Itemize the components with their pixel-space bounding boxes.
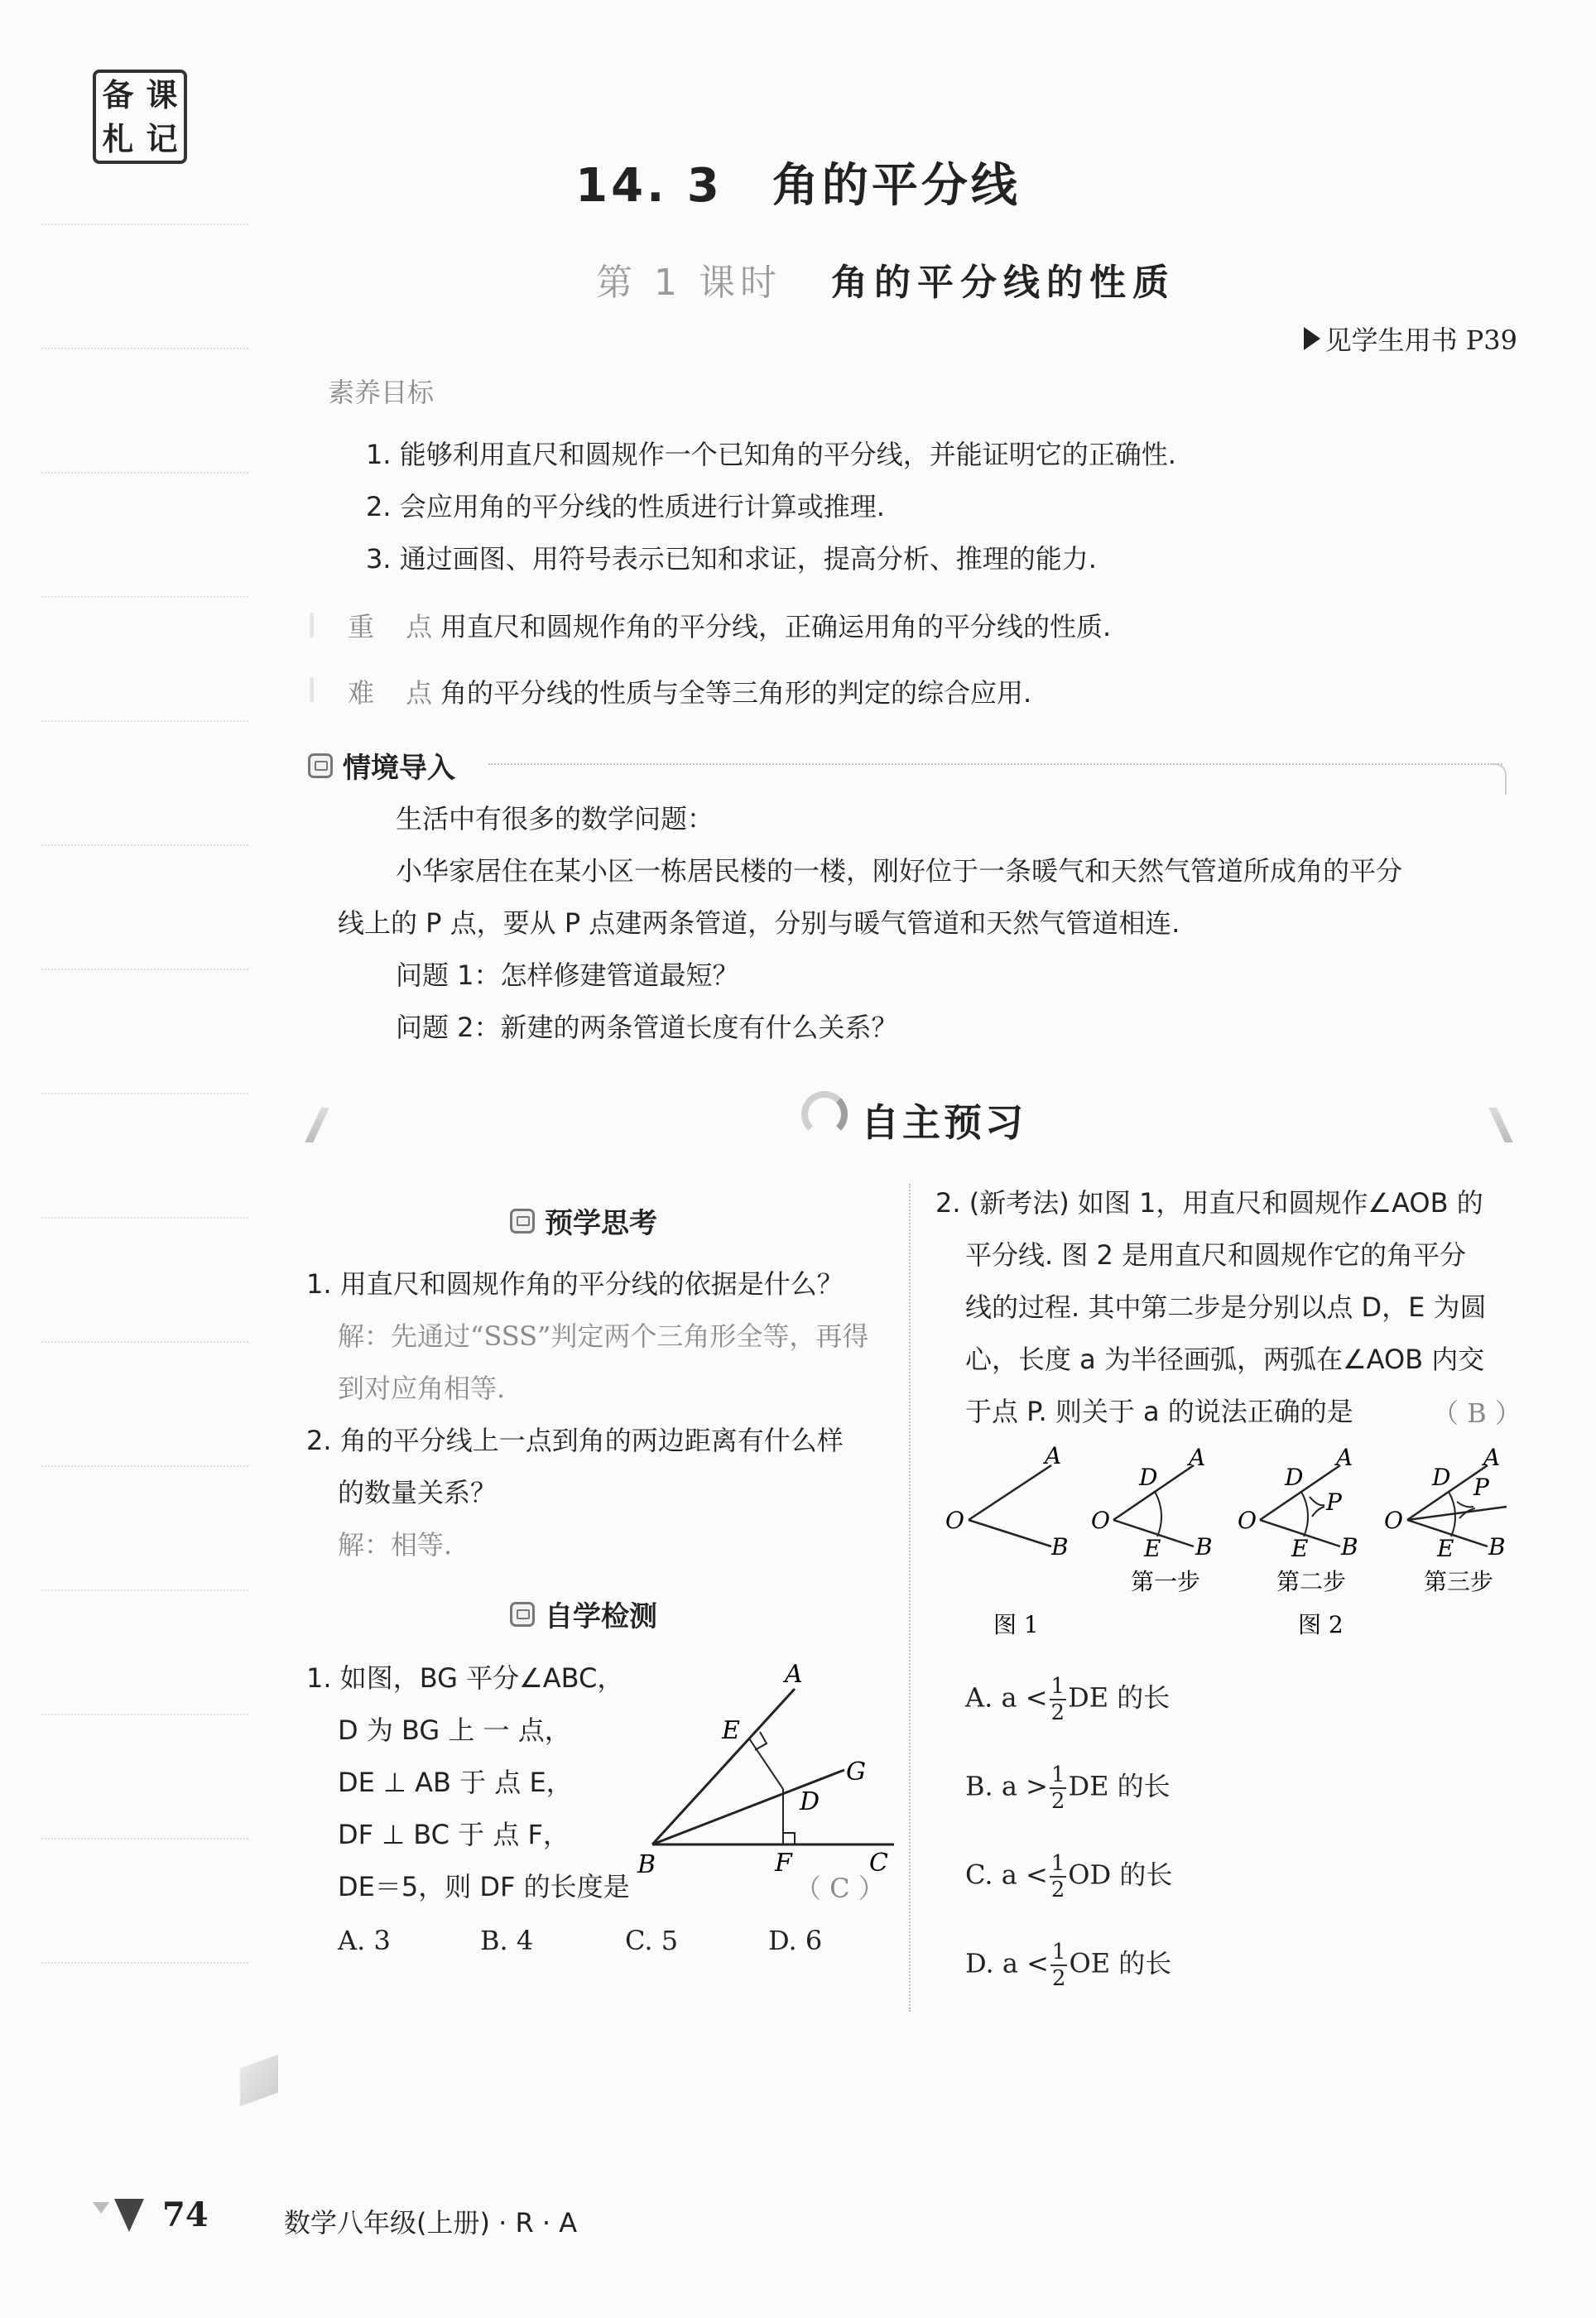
q2-option-b <box>965 1764 1171 1812</box>
preview-swirl-icon <box>801 1091 848 1137</box>
chapter-name: 角的平分线 <box>772 159 1021 213</box>
fraction-one-half <box>1050 1853 1067 1901</box>
option-suffix: DE 的长 <box>1068 1770 1171 1802</box>
reference-text: 见学生用书 P39 <box>1324 325 1517 356</box>
lesson-name: 角的平分线的性质 <box>830 262 1175 304</box>
think-question: 的数量关系？ <box>338 1477 498 1508</box>
option-prefix: A. a < <box>965 1681 1048 1714</box>
fraction-denominator: 2 <box>1050 1789 1065 1814</box>
stamp-char: 札 <box>102 120 134 157</box>
intro-corner <box>1490 763 1507 795</box>
option-prefix: D. a < <box>965 1947 1049 1979</box>
key-point-label: 重 点 <box>348 611 445 642</box>
q2-line: 于点 P. 则关于 a 的说法正确的是 <box>965 1396 1353 1427</box>
stamp-char: 课 <box>146 76 178 113</box>
intro-paragraph: 小华家居住在某小区一栋居民楼的一楼，刚好位于一条暖气和天然气管道所成角的平分 <box>396 855 1403 887</box>
option-suffix: OD 的长 <box>1068 1859 1173 1891</box>
think-question: 2. 角的平分线上一点到角的两边距离有什么样 <box>306 1425 844 1456</box>
chapter-title <box>0 149 1596 215</box>
goal-item: 3. 通过画图、用符号表示已知和求证，提高分析、推理的能力. <box>366 543 1097 575</box>
fig-point-E: E <box>1144 1535 1161 1562</box>
stamp-char: 记 <box>146 120 178 157</box>
option-suffix: OE 的长 <box>1069 1947 1172 1979</box>
fig-point-B: B <box>1488 1533 1506 1561</box>
construction-steps-figure <box>935 1440 1515 1656</box>
book-title: 数学八年级(上册) · R · A <box>284 2207 578 2239</box>
fraction-one-half <box>1050 1676 1067 1724</box>
lesson-title <box>596 252 1175 305</box>
fig1-label-C: C <box>869 1849 888 1878</box>
key-point-bar <box>310 613 314 637</box>
deco-shape <box>240 2055 278 2107</box>
fig-point-E: E <box>1291 1535 1309 1562</box>
fraction-one-half <box>1050 1941 1068 1989</box>
check-problem-line: 1. 如图，BG 平分∠ABC， <box>306 1662 624 1694</box>
figure-caption: 图 1 <box>993 1611 1039 1638</box>
fraction-numerator: 1 <box>1050 1763 1065 1787</box>
deco-slash <box>1488 1108 1513 1142</box>
check-icon <box>510 1602 535 1627</box>
fig-point-O: O <box>1384 1507 1403 1534</box>
step-label: 第一步 <box>1131 1568 1201 1595</box>
q2-answer: （ B ） <box>1432 1397 1521 1429</box>
think-heading-text: 预学思考 <box>545 1207 657 1240</box>
fig-point-A: A <box>1045 1442 1062 1469</box>
difficulty-bar <box>310 677 314 702</box>
option-prefix: C. a < <box>965 1859 1048 1891</box>
think-question: 1. 用直尺和圆规作角的平分线的依据是什么？ <box>306 1268 844 1300</box>
fig-point-E: E <box>1437 1535 1454 1562</box>
check-option: A. 3 <box>338 1925 391 1956</box>
think-icon <box>510 1209 535 1234</box>
fig1-label-G: G <box>846 1758 866 1787</box>
fig-point-D: D <box>1285 1464 1304 1491</box>
fig1-label-B: B <box>637 1850 656 1879</box>
fig1-label-A: A <box>785 1660 803 1689</box>
student-book-reference <box>1304 320 1517 358</box>
step-1-figure <box>1091 1444 1213 1562</box>
column-divider <box>909 1184 911 2012</box>
play-triangle-icon <box>1304 327 1320 350</box>
lesson-label: 第 1 课时 <box>596 262 781 304</box>
step-label: 第三步 <box>1424 1568 1494 1595</box>
intro-question: 问题 1：怎样修建管道最短？ <box>396 959 739 991</box>
angle-bisector-figure <box>629 1656 902 1896</box>
think-answer: 到对应角相等. <box>338 1373 506 1404</box>
intro-heading <box>308 745 455 786</box>
fig-point-O: O <box>1091 1507 1110 1534</box>
fig-point-A: A <box>1189 1444 1206 1471</box>
q2-line: 心，长度 a 为半径画弧，两弧在∠AOB 内交 <box>965 1344 1485 1375</box>
fig1-label-F: F <box>775 1849 792 1878</box>
fig-point-P: P <box>1473 1474 1489 1501</box>
fig1-label-D: D <box>800 1787 820 1816</box>
fraction-numerator: 1 <box>1051 1940 1066 1965</box>
fig-point-A: A <box>1336 1444 1353 1471</box>
check-heading-text: 自学检测 <box>545 1600 657 1633</box>
fraction-denominator: 2 <box>1051 1966 1066 1991</box>
q2-option-d <box>965 1941 1171 1989</box>
intro-paragraph: 线上的 P 点，要从 P 点建两条管道，分别与暖气管道和天然气管道相连. <box>338 907 1180 939</box>
check-option: C. 5 <box>625 1925 679 1956</box>
check-problem-line: DF ⊥ BC 于 点 F， <box>338 1819 570 1850</box>
fraction-denominator: 2 <box>1050 1700 1065 1725</box>
difficulty-text: 角的平分线的性质与全等三角形的判定的综合应用. <box>440 677 1032 709</box>
option-suffix: DE 的长 <box>1068 1681 1171 1714</box>
q2-option-c <box>965 1853 1172 1901</box>
fig-point-B: B <box>1051 1533 1069 1561</box>
check-problem-line: D 为 BG 上 一 点， <box>338 1714 571 1746</box>
fig1-label-E: E <box>722 1716 740 1745</box>
option-prefix: B. a > <box>965 1770 1048 1802</box>
fig-point-P: P <box>1326 1488 1342 1516</box>
q2-line: 线的过程. 其中第二步是分别以点 D，E 为圆 <box>965 1291 1487 1323</box>
think-answer: 解：相等. <box>338 1529 453 1561</box>
fig-point-O: O <box>945 1507 964 1534</box>
fig-point-A: A <box>1483 1444 1501 1471</box>
fig-point-B: B <box>1195 1533 1213 1561</box>
intro-heading-text: 情境导入 <box>343 752 455 785</box>
deco-slash <box>305 1108 329 1142</box>
fig-point-D: D <box>1139 1464 1158 1491</box>
fraction-numerator: 1 <box>1050 1851 1065 1876</box>
check-problem-line: DE＝5，则 DF 的长度是 <box>338 1871 630 1902</box>
q2-line: 2. (新考法) 如图 1，用直尺和圆规作∠AOB 的 <box>935 1187 1483 1219</box>
key-point-text: 用直尺和圆规作角的平分线，正确运用角的平分线的性质. <box>440 611 1112 642</box>
think-heading <box>510 1200 657 1241</box>
step-2-figure <box>1238 1444 1358 1562</box>
intro-question: 问题 2：新建的两条管道长度有什么关系？ <box>396 1012 898 1043</box>
q2-option-a <box>965 1676 1170 1724</box>
stamp-char: 备 <box>102 76 134 113</box>
fig-point-B: B <box>1341 1533 1358 1561</box>
fig-point-D: D <box>1432 1464 1451 1491</box>
page-number: 74 <box>162 2195 209 2234</box>
check-answer: （ C ） <box>795 1873 885 1904</box>
check-option: D. 6 <box>768 1925 823 1956</box>
goal-item: 1. 能够利用直尺和圆规作一个已知角的平分线，并能证明它的正确性. <box>366 439 1176 470</box>
check-option: B. 4 <box>480 1925 534 1956</box>
think-answer: 解：先通过“SSS”判定两个三角形全等，再得 <box>338 1320 869 1352</box>
step-3-figure <box>1384 1444 1507 1562</box>
fraction-denominator: 2 <box>1050 1878 1065 1902</box>
chapter-number: 14. 3 <box>575 159 723 213</box>
preview-heading: 自主预习 <box>861 1100 1026 1145</box>
page-corner-icon <box>89 2195 147 2237</box>
fig-point-O: O <box>1238 1507 1257 1534</box>
check-problem-line: DE ⊥ AB 于 点 E， <box>338 1767 573 1798</box>
goal-item: 2. 会应用角的平分线的性质进行计算或推理. <box>366 491 885 522</box>
fraction-one-half <box>1050 1764 1067 1812</box>
figure-1-angle <box>945 1442 1069 1561</box>
step-label: 第二步 <box>1276 1568 1347 1595</box>
difficulty-label: 难 点 <box>348 677 445 709</box>
fraction-numerator: 1 <box>1050 1674 1065 1699</box>
q2-line: 平分线. 图 2 是用直尺和圆规作它的角平分 <box>965 1239 1467 1271</box>
goals-heading: 素养目标 <box>328 377 435 408</box>
scene-icon <box>308 753 333 778</box>
intro-paragraph: 生活中有很多的数学问题： <box>396 803 714 834</box>
intro-divider <box>488 763 1502 765</box>
figure-caption: 图 2 <box>1298 1611 1344 1638</box>
check-heading <box>510 1594 657 1634</box>
